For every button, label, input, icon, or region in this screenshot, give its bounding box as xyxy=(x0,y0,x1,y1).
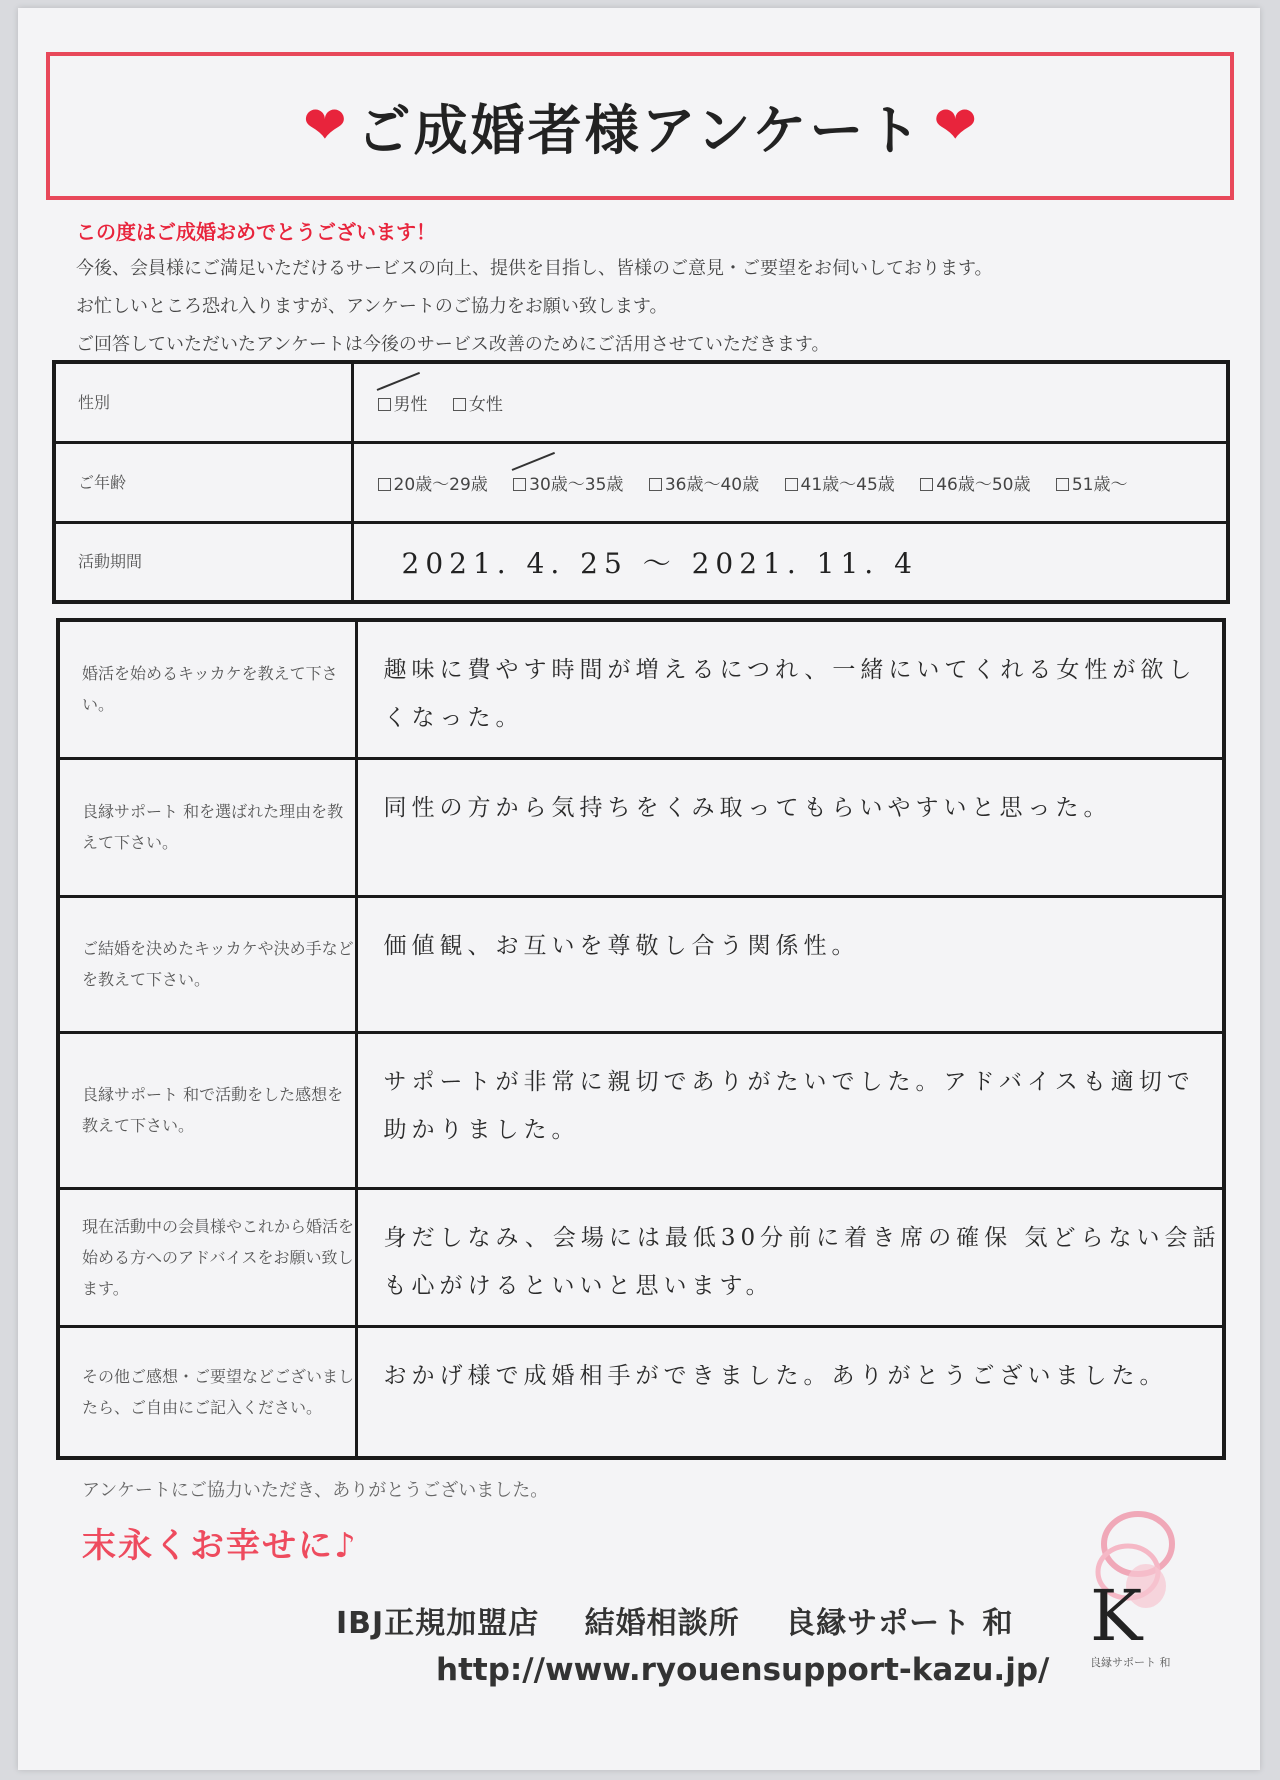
period-label: 活動期間 xyxy=(54,522,352,602)
answer-text: 価値観、お互いを尊敬し合う関係性。 xyxy=(356,896,1224,1032)
footer-name: 良縁サポート 和 xyxy=(785,1606,1014,1641)
heart-icon: ❤ xyxy=(933,96,977,156)
questions-table xyxy=(56,618,1226,1460)
gender-label: 性別 xyxy=(54,362,352,442)
question-label: 良縁サポート 和を選ばれた理由を教えて下さい。 xyxy=(58,758,356,896)
intro-line: 今後、会員様にご満足いただけるサービスの向上、提供を目指し、皆様のご意見・ご要望をお伺いしております。 xyxy=(76,258,993,279)
answer-text: 身だしなみ、会場には最低30分前に着き席の確保 気どらない会話も心がけるといいと思います。 xyxy=(356,1188,1224,1326)
footer-org xyxy=(336,1598,1048,1642)
question-label: 婚活を始めるキッカケを教えて下さい。 xyxy=(58,620,356,758)
question-label: その他ご感想・ご要望などございましたら、ご自由にご記入ください。 xyxy=(58,1326,356,1458)
heart-icon: ❤ xyxy=(303,96,347,156)
intro-line: お忙しいところ恐れ入りますが、アンケートのご協力をお願い致します。 xyxy=(76,296,668,317)
question-row xyxy=(58,896,1224,1032)
question-row xyxy=(58,620,1224,758)
question-row xyxy=(58,1188,1224,1326)
period-row xyxy=(54,522,1228,602)
age-label: ご年齢 xyxy=(54,442,352,522)
age-option[interactable]: 36歳～40歳 xyxy=(649,470,759,495)
gender-option-female[interactable]: 女性 xyxy=(453,390,503,415)
kazu-logo xyxy=(1076,1502,1200,1672)
checkbox-icon xyxy=(1056,478,1069,491)
answer-text: 同性の方から気持ちをくみ取ってもらいやすいと思った。 xyxy=(356,758,1224,896)
answer-text: おかげ様で成婚相手ができました。ありがとうございました。 xyxy=(356,1326,1224,1458)
checkbox-icon xyxy=(920,478,933,491)
age-row xyxy=(54,442,1228,522)
logo-mark: K xyxy=(1090,1575,1143,1657)
age-options xyxy=(352,442,1228,522)
checkbox-icon xyxy=(785,478,798,491)
logo-caption: 良縁サポート 和 xyxy=(1090,1656,1171,1669)
footer-url[interactable]: http://www.ryouensupport-kazu.jp/ xyxy=(436,1652,1050,1688)
gender-option-male[interactable]: 男性 xyxy=(378,390,428,415)
intro-heading: この度はご成婚おめでとうございます！ xyxy=(76,220,436,244)
question-label: 現在活動中の会員様やこれから婚活を始める方へのアドバイスをお願い致します。 xyxy=(58,1188,356,1326)
question-row xyxy=(58,758,1224,896)
age-option[interactable]: 20歳～29歳 xyxy=(378,470,488,495)
gender-row xyxy=(54,362,1228,442)
footer-agency: 結婚相談所 xyxy=(584,1606,740,1641)
title-box xyxy=(46,52,1234,200)
checkbox-checked-icon xyxy=(378,398,391,411)
footer-ibj: IBJ正規加盟店 xyxy=(336,1606,540,1641)
age-option[interactable]: 46歳～50歳 xyxy=(920,470,1030,495)
closing-wish: 末永くお幸せに♪ xyxy=(82,1526,358,1566)
question-label: 良縁サポート 和で活動をした感想を教えて下さい。 xyxy=(58,1032,356,1188)
answer-text: サポートが非常に親切でありがたいでした。アドバイスも適切で助かりました。 xyxy=(356,1032,1224,1188)
question-label: ご結婚を決めたキッカケや決め手などを教えて下さい。 xyxy=(58,896,356,1032)
page-title: ご成婚者様アンケート xyxy=(356,98,924,162)
checkbox-checked-icon xyxy=(513,478,526,491)
question-row xyxy=(58,1032,1224,1188)
intro-line: ご回答していただいたアンケートは今後のサービス改善のためにご活用させていただきます。 xyxy=(76,334,830,355)
checkbox-icon xyxy=(649,478,662,491)
gender-options xyxy=(352,362,1228,442)
answer-text: 趣味に費やす時間が増えるにつれ、一緒にいてくれる女性が欲しくなった。 xyxy=(356,620,1224,758)
checkbox-icon xyxy=(453,398,466,411)
closing-thanks: アンケートにご協力いただき、ありがとうございました。 xyxy=(82,1480,549,1501)
question-row xyxy=(58,1326,1224,1458)
period-value: 2021. 4. 25 ～ 2021. 11. 4 xyxy=(352,522,1228,602)
profile-table xyxy=(52,360,1230,604)
age-option[interactable]: 41歳～45歳 xyxy=(785,470,895,495)
age-option[interactable]: 51歳～ xyxy=(1056,470,1128,495)
checkbox-icon xyxy=(378,478,391,491)
age-option[interactable]: 30歳～35歳 xyxy=(513,470,623,495)
